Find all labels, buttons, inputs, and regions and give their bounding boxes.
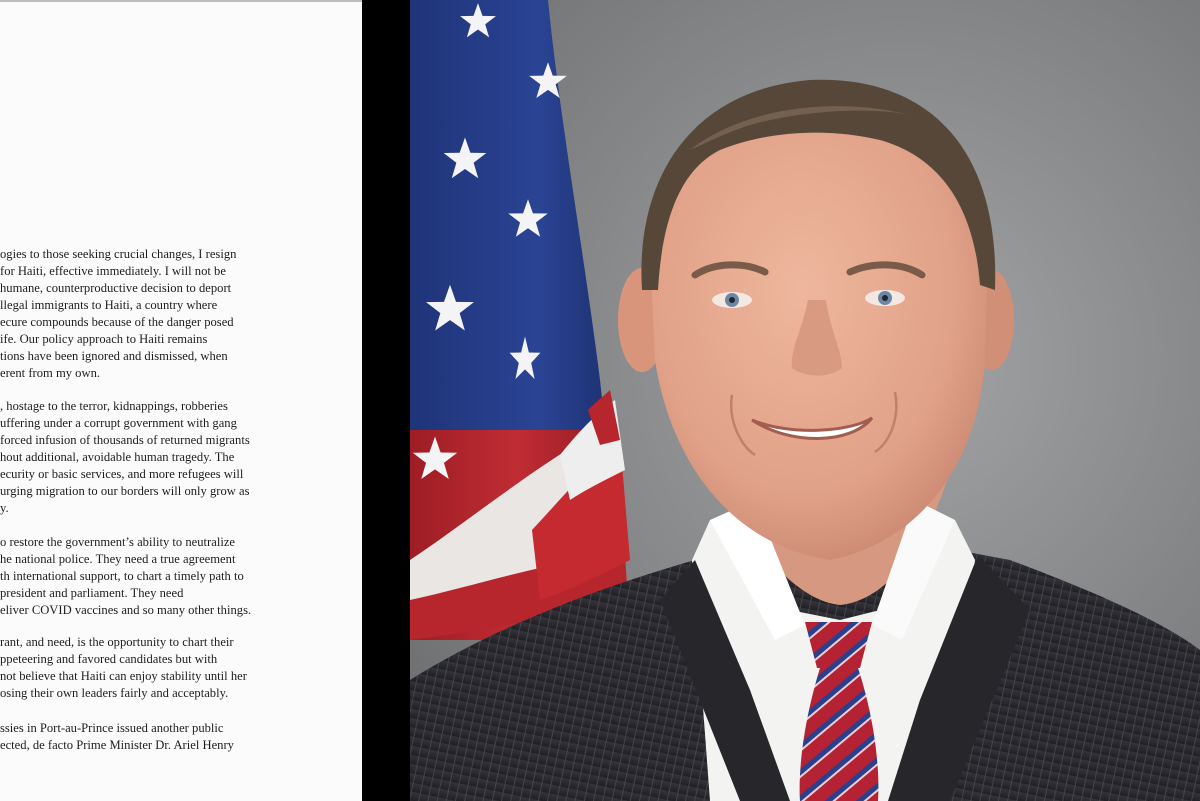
letter-line: tions have been ignored and dismissed, when (0, 349, 228, 363)
letter-line: erent from my own. (0, 366, 101, 380)
letter-line: y. (0, 501, 9, 515)
letter-line: ogies to those seeking crucial changes, I resign (0, 247, 237, 261)
letter-line: osing their own leaders fairly and acceptably. (0, 686, 229, 700)
letter-line: o restore the government’s ability to neutralize (0, 535, 236, 549)
letter-paragraph-5 (0, 720, 234, 754)
letter-line: president and parliament. They need (0, 586, 184, 600)
letter-paragraph-2 (0, 398, 250, 517)
letter-line: ected, de facto Prime Minister Dr. Ariel Henry (0, 738, 234, 752)
letter-line: rant, and need, is the opportunity to chart their (0, 635, 234, 649)
portrait-photo (410, 0, 1200, 801)
letter-line: forced infusion of thousands of returned migrants (0, 433, 250, 447)
letter-line: llegal immigrants to Haiti, a country where (0, 298, 218, 312)
letter-line: urging migration to our borders will only grow as (0, 484, 250, 498)
letter-paragraph-3 (0, 534, 251, 619)
letter-line: hout additional, avoidable human tragedy. The (0, 450, 235, 464)
letter-line: , hostage to the terror, kidnappings, robberies (0, 399, 228, 413)
letter-text (0, 0, 362, 801)
letter-line: not believe that Haiti can enjoy stability until her (0, 669, 247, 683)
letter-line: uffering under a corrupt government with gang (0, 416, 237, 430)
letter-paragraph-4 (0, 634, 247, 702)
divider-bar (362, 0, 410, 801)
letter-line: ife. Our policy approach to Haiti remains (0, 332, 208, 346)
letter-line: ecurity or basic services, and more refugees will (0, 467, 244, 481)
letter-line: ppeteering and favored candidates but with (0, 652, 218, 666)
letter-line: th international support, to chart a timely path to (0, 569, 244, 583)
letter-line: ecure compounds because of the danger posed (0, 315, 234, 329)
letter-line: eliver COVID vaccines and so many other things. (0, 603, 252, 617)
letter-line: he national police. They need a true agreement (0, 552, 236, 566)
letter-line: for Haiti, effective immediately. I will not be (0, 264, 226, 278)
letter-paragraph-1 (0, 246, 236, 382)
letter-line: humane, counterproductive decision to deport (0, 281, 232, 295)
letter-page (0, 0, 362, 801)
letter-line: ssies in Port-au-Prince issued another public (0, 721, 224, 735)
